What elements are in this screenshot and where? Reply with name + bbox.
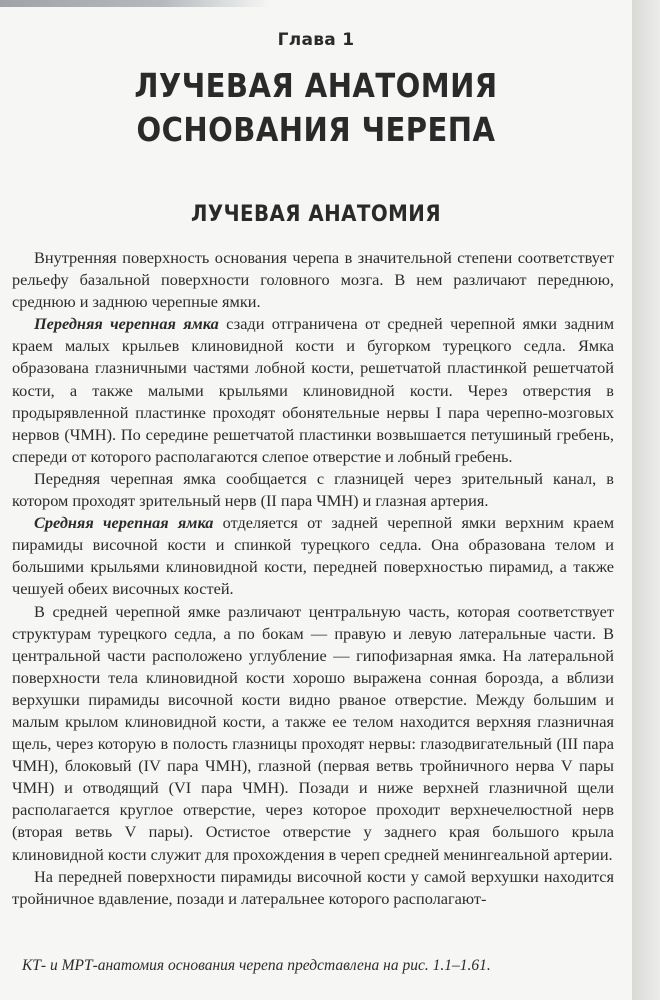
chapter-title-line-2: ОСНОВАНИЯ ЧЕРЕПА (136, 110, 496, 149)
body-text (12, 247, 614, 910)
paragraph-text: Внутренняя поверхность основания черепа в значительной степени соответствует рельефу базальной поверхности головного мозга. В нем различают переднюю, среднюю и заднюю черепные ямки. (12, 248, 614, 312)
page-edge (632, 0, 660, 1000)
paragraph (12, 247, 614, 313)
paragraph (12, 512, 614, 600)
top-edge-strip (0, 0, 270, 7)
paragraph (12, 468, 614, 512)
paragraph (12, 313, 614, 468)
chapter-title-line-1: ЛУЧЕВАЯ АНАТОМИЯ (134, 66, 498, 105)
paragraph (12, 601, 614, 866)
footnote: КТ- и МРТ-анатомия основания черепа представлена на рис. 1.1–1.61. (22, 957, 491, 974)
paragraph-term: Передняя черепная ямка (34, 314, 219, 334)
paragraph-text: Передняя черепная ямка сообщается с глазницей через зрительный канал, в котором проходят зрительный нерв (II пара ЧМН) и глазная артерия. (12, 468, 614, 511)
paragraph-text: сзади отграничена от средней черепной ямки задним краем малых крыльев клиновидной кости и бугорком турецкого седла. Ямка образована глазничными частями лобной кости, решетчатой пластинкой решетчатой кости, а также малыми крыльями клиновидной кости. Через отверстия в продырявленной пластинке проходят обонятельные нервы I пара черепно-мозговых нервов (ЧМН). По середине решетчатой пластинки возвышается петушиный гребень, спереди от которого располагаются слепое отверстие и лобный гребень. (12, 314, 614, 466)
paragraph-term: Средняя черепная ямка (34, 513, 214, 533)
chapter-label: Глава 1 (277, 30, 355, 50)
paragraph-text: отделяется от задней черепной ямки верхним краем пирамиды височной кости и спинкой турецкого седла. Она образована телом и большими крыльями клиновидной кости, передней поверхностью пирамид, а также чешуей обеих височных костей. (12, 513, 614, 599)
chapter-title (38, 64, 594, 152)
paragraph-text: На передней поверхности пирамиды височной кости у самой верхушки находится тройничное вдавление, позади и латеральнее которого располагают- (12, 866, 614, 908)
paragraph (12, 866, 614, 910)
section-heading: ЛУЧЕВАЯ АНАТОМИЯ (190, 202, 442, 227)
paragraph-text: В средней черепной ямке различают центральную часть, которая соответствует структурам турецкого седла, а по бокам — правую и левую латеральные части. В центральной части расположено углубление — гипофизарная ямка. На латеральной поверхности тела клиновидной кости хорошо выражена сонная борозда, а вблизи верхушки пирамиды височной кости видно рваное отверстие. Между большим и малым крылом клиновидной кости, а также ее телом находится верхняя глазничная щель, через которую в полость глазницы проходят нервы: глазодвигательный (III пара ЧМН), блоковый (IV пара ЧМН), глазной (первая ветвь тройничного нерва V пары ЧМН) и отводящий (VI пара ЧМН). Позади и ниже верхней глазничной щели располагается круглое отверстие, через которое проходит верхнечелюстной нерв (вторая ветвь V пары). Остистое отверстие у заднего края большого крыла клиновидной кости служит для прохождения в череп средней менингеальной артерии. (12, 601, 614, 864)
